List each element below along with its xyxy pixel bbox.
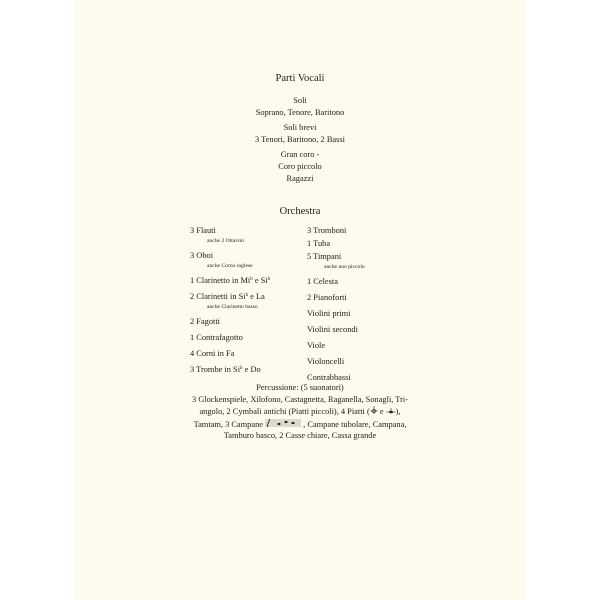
oboi: 3 Oboi bbox=[190, 251, 214, 260]
gran-coro: Gran coro - bbox=[280, 150, 320, 159]
flat-sign: b bbox=[245, 293, 249, 298]
violini-secondi: Violini secondi bbox=[307, 325, 358, 334]
flauti-note: anche 2 Ottavini bbox=[207, 238, 244, 244]
percussion-heading: Percussione: (5 suonatori) bbox=[256, 383, 344, 392]
choir-block bbox=[75, 149, 525, 185]
orchestra-heading: Orchestra bbox=[279, 206, 321, 217]
orchestra-left-column bbox=[190, 225, 270, 376]
soli-title: Soli bbox=[293, 96, 307, 105]
percussion-line-1: 3 Glockenspiele, Xilofono, Castagnetta, Raganella, Sonagli, Tri- bbox=[191, 395, 409, 404]
soli-brevi-voices: 3 Tenori, Baritono, 2 Bassi bbox=[255, 135, 345, 144]
soli-voices: Soprano, Tenore, Baritono bbox=[255, 108, 345, 117]
orchestra-right-column bbox=[307, 225, 365, 384]
clarinetti-note: anche Clarinetto basso bbox=[207, 304, 258, 310]
clarinetti: 2 Clarinetti in Si$^b$ e La bbox=[190, 292, 265, 301]
trombe: 3 Trombe in Si$^b$ e Do bbox=[190, 365, 261, 374]
oboi-note: anche Corno inglese bbox=[207, 263, 253, 269]
coro-piccolo: Coro piccolo bbox=[278, 162, 322, 171]
percussion-line-4: Tamburo basco, 2 Casse chiare, Cassa grande bbox=[223, 431, 377, 440]
percussion-line-2: angolo, 2 Cymbali antichi (Piatti piccoli), 4 Piatti ( e ), bbox=[199, 407, 401, 416]
clarinetto: 1 Clarinetto in Mi$^b$ e Si$^b$ bbox=[190, 276, 271, 285]
soli-block bbox=[75, 95, 525, 119]
staff-note-icon bbox=[386, 406, 396, 415]
timpani-note: anche uno piccolo bbox=[324, 264, 365, 270]
percussion-block bbox=[190, 382, 410, 442]
viole: Viole bbox=[307, 341, 326, 350]
contrabbassi: Contrabbassi bbox=[307, 373, 351, 382]
violoncelli: Violoncelli bbox=[307, 357, 345, 366]
violini-primi: Violini primi bbox=[307, 309, 351, 318]
flat-sign: b bbox=[240, 366, 243, 371]
ragazzi: Ragazzi bbox=[286, 174, 314, 183]
celesta: 1 Celesta bbox=[307, 277, 338, 286]
tuba: 1 Tuba bbox=[307, 239, 331, 248]
vocal-heading: Parti Vocali bbox=[275, 73, 325, 84]
timpani: 5 Timpani bbox=[307, 252, 342, 261]
soli-brevi-block bbox=[75, 122, 525, 146]
percussion-line-3: Tamtam, 3 Campane , Campane tubolare, Campana, bbox=[193, 420, 407, 429]
contrafagotto: 1 Contrafagotto bbox=[190, 333, 243, 342]
pianoforti: 2 Pianoforti bbox=[307, 293, 347, 302]
flat-sign: b bbox=[250, 277, 253, 282]
tromboni: 3 Tromboni bbox=[307, 226, 347, 235]
flauti: 3 Flauti bbox=[190, 226, 216, 235]
soli-brevi-title: Soli brevi bbox=[283, 123, 317, 132]
fagotti: 2 Fagotti bbox=[190, 317, 221, 326]
score-page bbox=[75, 0, 525, 600]
flat-sign: b bbox=[267, 277, 271, 282]
treble-clef-note-icon bbox=[370, 406, 378, 415]
corni: 4 Corni in Fa bbox=[190, 349, 235, 358]
campane-notation-icon bbox=[265, 418, 301, 428]
